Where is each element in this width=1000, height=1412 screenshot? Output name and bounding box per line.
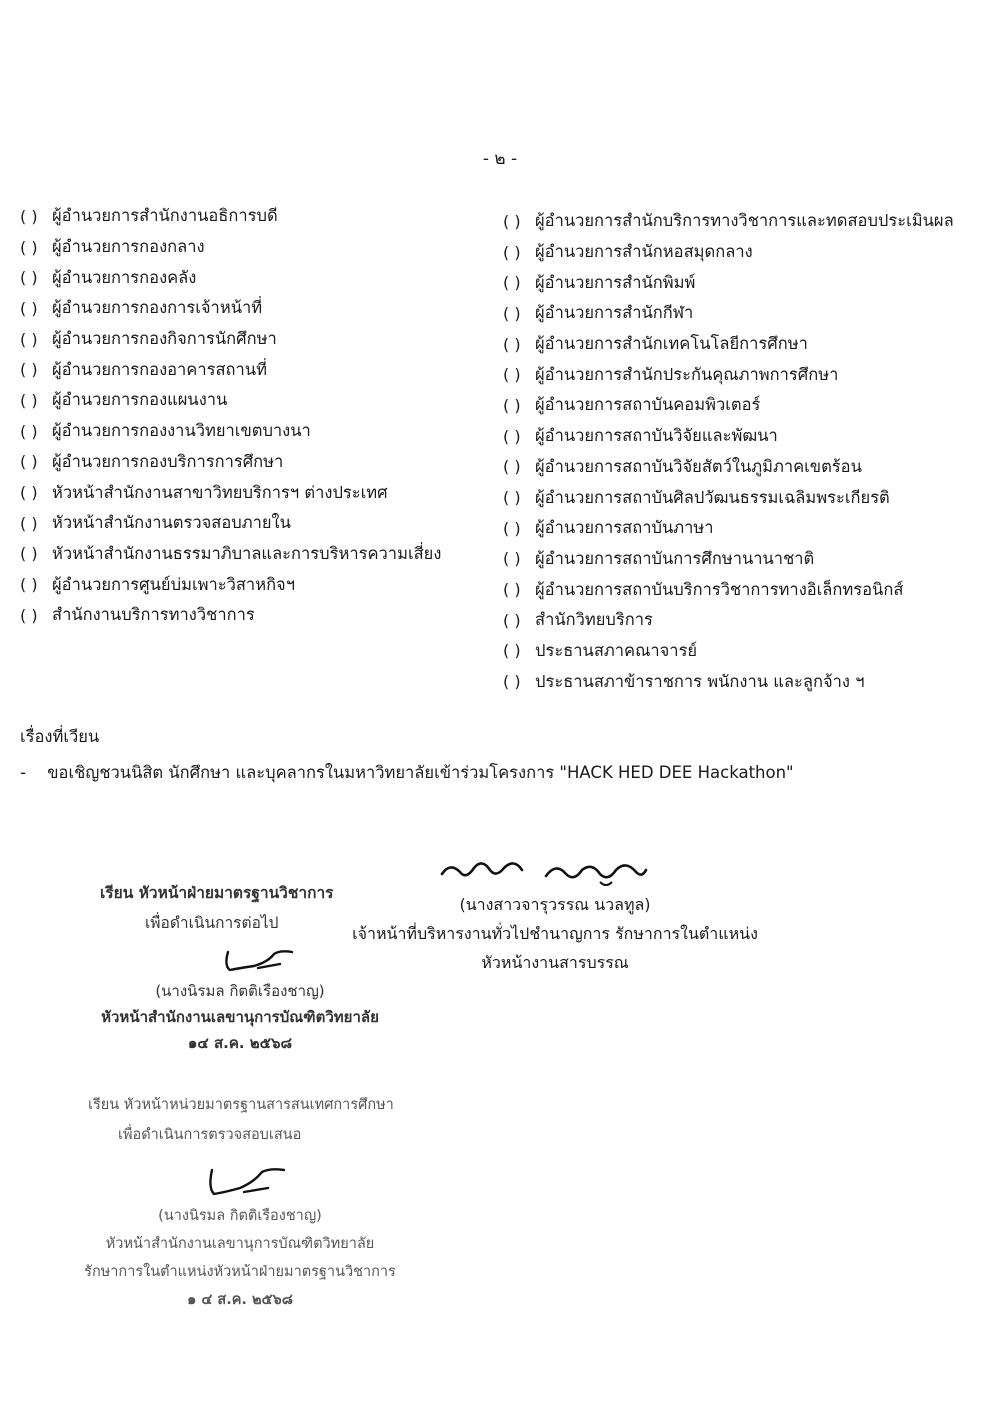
checkbox-mark: ( ) [20, 605, 38, 625]
recipient-item [20, 447, 441, 478]
recipient-item [503, 482, 954, 513]
checkbox-mark: ( ) [20, 360, 38, 380]
checkbox-mark: ( ) [503, 457, 521, 477]
handwritten-signature-icon [60, 1158, 420, 1202]
recipient-label: ผู้อำนวยการสำนักพิมพ์ [535, 272, 696, 292]
checkbox-mark: ( ) [503, 273, 521, 293]
endorsement-1-date: ๑๔ ส.ค. ๒๕๖๘ [187, 1034, 293, 1052]
recipient-label: ผู้อำนวยการสำนักเทคโนโลยีการศึกษา [535, 334, 808, 354]
endorsement-1-action: เพื่อดำเนินการต่อไป [145, 914, 279, 932]
recipient-item [503, 544, 954, 575]
checkbox-mark: ( ) [503, 365, 521, 385]
endorsement-2-position-line1: หัวหน้าสำนักงานเลขานุการบัณฑิตวิทยาลัย [105, 1236, 375, 1252]
endorsement-1-to: เรียน หัวหน้าฝ่ายมาตรฐานวิชาการ [100, 884, 334, 902]
endorsement-1-instruction [100, 880, 334, 940]
recipient-list-left [20, 201, 441, 631]
recipient-item [503, 329, 954, 360]
signer-block [350, 854, 760, 977]
recipient-item [503, 574, 954, 605]
recipient-label: สำนักงานบริการทางวิชาการ [52, 605, 255, 625]
recipient-item [503, 298, 954, 329]
endorsement-2-to: เรียน หัวหน้าหน่วยมาตรฐานสารสนเทศการศึกษา [88, 1097, 394, 1113]
endorsement-2-signature [60, 1158, 420, 1202]
recipient-label: ผู้อำนวยการสำนักประกันคุณภาพการศึกษา [535, 364, 839, 384]
recipient-label: ผู้อำนวยการสถาบันคอมพิวเตอร์ [535, 395, 761, 415]
recipient-label: ผู้อำนวยการสถาบันภาษา [535, 518, 714, 538]
recipient-item [20, 232, 441, 263]
signer-position-line2: หัวหน้างานสารบรรณ [481, 953, 629, 972]
recipient-label: หัวหน้าสำนักงานสาขาวิทยบริการฯ ต่างประเทศ [52, 482, 388, 502]
recipient-item [20, 262, 441, 293]
recipient-item [503, 206, 954, 237]
checkbox-mark: ( ) [20, 421, 38, 441]
recipient-label: ผู้อำนวยการสถาบันวิจัยและพัฒนา [535, 426, 778, 446]
checkbox-mark: ( ) [20, 298, 38, 318]
recipient-item [503, 605, 954, 636]
recipient-label: ผู้อำนวยการสำนักหอสมุดกลาง [535, 242, 753, 262]
recipient-item [20, 539, 441, 570]
recipient-label: ผู้อำนวยการกองการเจ้าหน้าที่ [52, 298, 263, 318]
recipient-label: ผู้อำนวยการกองบริการการศึกษา [52, 451, 284, 471]
recipient-item [503, 452, 954, 483]
checkbox-mark: ( ) [503, 641, 521, 661]
checkbox-mark: ( ) [503, 580, 521, 600]
endorsement-1-signer [90, 938, 390, 1056]
checkbox-mark: ( ) [20, 513, 38, 533]
recipient-item [503, 421, 954, 452]
recipient-item [20, 293, 441, 324]
recipient-label: ผู้อำนวยการสถาบันศิลปวัฒนธรรมเฉลิมพระเกียรติ [535, 487, 890, 507]
recipient-label: ผู้อำนวยการกองกลาง [52, 237, 205, 257]
subject-text: ขอเชิญชวนนิสิต นักศึกษา และบุคลากรในมหาวิทยาลัยเข้าร่วมโครงการ "HACK HED DEE Hackathon" [47, 763, 794, 782]
checkbox-mark: ( ) [20, 206, 38, 226]
checkbox-mark: ( ) [503, 395, 521, 415]
recipient-item [503, 267, 954, 298]
checkbox-mark: ( ) [503, 549, 521, 569]
checkbox-mark: ( ) [503, 242, 521, 262]
handwritten-signature-icon [90, 938, 390, 978]
endorsement-1-name: (นางนิรมล กิตติเรืองชาญ) [155, 982, 325, 1000]
handwritten-signature-icon [350, 854, 760, 890]
checkbox-mark: ( ) [503, 303, 521, 323]
checkbox-mark: ( ) [503, 334, 521, 354]
recipient-label: ผู้อำนวยการศูนย์บ่มเพาะวิสาหกิจฯ [52, 574, 295, 594]
recipient-label: สำนักวิทยบริการ [535, 610, 653, 630]
checkbox-mark: ( ) [20, 452, 38, 472]
signer-position-line1: เจ้าหน้าที่บริหารงานทั่วไปชำนาญการ รักษาการในตำแหน่ง [352, 924, 758, 943]
endorsement-1-signature [90, 938, 390, 978]
recipient-label: ผู้อำนวยการกองคลัง [52, 267, 197, 287]
recipient-label: ผู้อำนวยการกองงานวิทยาเขตบางนา [52, 421, 311, 441]
recipient-item [503, 359, 954, 390]
recipient-label: ผู้อำนวยการสถาบันบริการวิชาการทางอิเล็กทรอนิกส์ [535, 579, 904, 599]
endorsement-1-position: หัวหน้าสำนักงานเลขานุการบัณฑิตวิทยาลัย [101, 1008, 379, 1026]
checkbox-mark: ( ) [20, 268, 38, 288]
endorsement-2-position-line2: รักษาการในตำแหน่งหัวหน้าฝ่ายมาตรฐานวิชาการ [84, 1264, 396, 1280]
endorsement-2-signer [60, 1158, 420, 1314]
signer-signature [350, 854, 760, 890]
checkbox-mark: ( ) [20, 544, 38, 564]
recipient-label: ผู้อำนวยการสถาบันวิจัยสัตว์ในภูมิภาคเขตร้อน [535, 456, 862, 476]
endorsement-2-action: เพื่อดำเนินการตรวจสอบเสนอ [118, 1127, 302, 1143]
recipient-item [503, 237, 954, 268]
checkbox-mark: ( ) [503, 518, 521, 538]
recipient-item [20, 477, 441, 508]
recipient-item [20, 569, 441, 600]
recipient-item [503, 666, 954, 697]
recipient-item [20, 416, 441, 447]
page-number: - ๒ - [482, 149, 518, 169]
checkbox-mark: ( ) [20, 390, 38, 410]
recipient-label: ผู้อำนวยการกองกิจการนักศึกษา [52, 329, 277, 349]
recipient-item [20, 201, 441, 232]
endorsement-2-name: (นางนิรมล กิตติเรืองชาญ) [158, 1208, 322, 1224]
recipient-list-right [503, 206, 954, 697]
recipient-item [503, 390, 954, 421]
checkbox-mark: ( ) [20, 483, 38, 503]
recipient-item [503, 513, 954, 544]
subject-heading: เรื่องที่เวียน [20, 727, 100, 746]
checkbox-mark: ( ) [503, 610, 521, 630]
checkbox-mark: ( ) [503, 426, 521, 446]
recipient-item [20, 385, 441, 416]
recipient-label: ผู้อำนวยการสำนักงานอธิการบดี [52, 206, 278, 226]
recipient-item [503, 636, 954, 667]
recipient-label: หัวหน้าสำนักงานธรรมาภิบาลและการบริหารความเสี่ยง [52, 543, 442, 563]
endorsement-2-instruction [88, 1093, 394, 1153]
checkbox-mark: ( ) [503, 488, 521, 508]
recipient-item [20, 600, 441, 631]
checkbox-mark: ( ) [20, 237, 38, 257]
checkbox-mark: ( ) [20, 575, 38, 595]
recipient-item [20, 354, 441, 385]
endorsement-2-date: ๑ ๔ ส.ค. ๒๕๖๘ [187, 1292, 293, 1308]
recipient-item [20, 324, 441, 355]
recipient-label: หัวหน้าสำนักงานตรวจสอบภายใน [52, 513, 291, 533]
recipient-label: ผู้อำนวยการกองอาคารสถานที่ [52, 359, 267, 379]
signer-name: (นางสาวจารุวรรณ นวลทูล) [459, 895, 651, 914]
recipient-label: ผู้อำนวยการสำนักบริการทางวิชาการและทดสอบประเมินผล [535, 211, 954, 231]
subject-bullet: - [20, 763, 26, 782]
recipient-label: ประธานสภาคณาจารย์ [535, 640, 698, 660]
recipient-label: ประธานสภาข้าราชการ พนักงาน และลูกจ้าง ฯ [535, 671, 865, 691]
recipient-label: ผู้อำนวยการสถาบันการศึกษานานาชาติ [535, 548, 815, 568]
checkbox-mark: ( ) [20, 329, 38, 349]
recipient-label: ผู้อำนวยการสำนักกีฬา [535, 303, 694, 323]
checkbox-mark: ( ) [503, 672, 521, 692]
checkbox-mark: ( ) [503, 211, 521, 231]
recipient-label: ผู้อำนวยการกองแผนงาน [52, 390, 228, 410]
recipient-item [20, 508, 441, 539]
subject-line [20, 760, 794, 786]
